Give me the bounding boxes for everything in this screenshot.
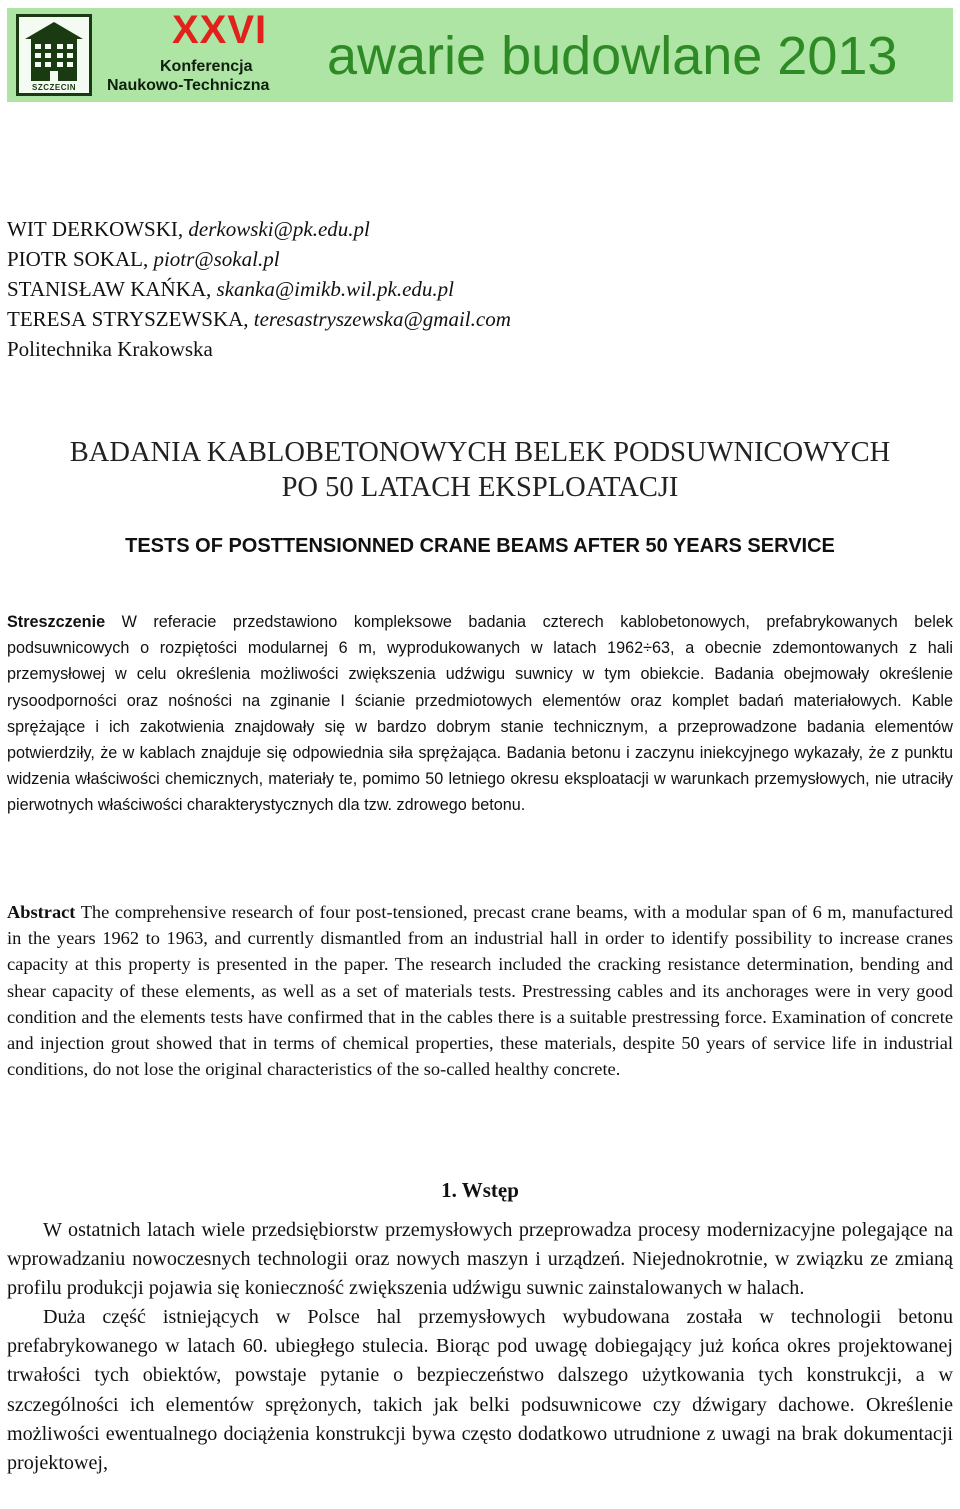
author-last-name: SOKAL — [72, 247, 143, 271]
author-last-name: KAŃKA — [130, 277, 207, 301]
author-entry: WIT DERKOWSKI, derkowski@pk.edu.pl — [7, 217, 370, 241]
author-first-name: PIOTR — [7, 247, 68, 271]
logo-city-label: SZCZECIN — [32, 83, 76, 92]
author-last-name: STRYSZEWSKA — [91, 307, 244, 331]
author-email: skanka@imikb.wil.pk.edu.pl — [216, 277, 454, 301]
conference-logo — [16, 14, 92, 96]
abstract-polish-label: Streszczenie — [7, 613, 106, 631]
abstract-english — [7, 899, 953, 1082]
conference-type-line2: Naukowo-Techniczna — [107, 77, 270, 94]
author-entry: PIOTR SOKAL, piotr@sokal.pl — [7, 247, 280, 271]
section-heading: 1. Wstęp — [441, 1178, 519, 1202]
abstract-english-label: Abstract — [7, 902, 76, 922]
author-first-name: WIT — [7, 217, 47, 241]
section-body — [7, 1216, 953, 1478]
paper-title-line: PO 50 LATACH EKSPLOATACJI — [281, 472, 679, 503]
conference-edition: XXVI — [172, 8, 268, 52]
abstract-english-text: The comprehensive research of four post-tensioned, precast crane beams, with a modular span of 6 m, manufactured in the years 1962 to 1963, and currently dismantled from an industrial hall in order to identify possibility to increase cranes capacity at this property is presented in the paper. The research included the cracking resistance determination, bending and shear capacity of these elements, as well as a set of materials tests. Prestressing cables and its anchorages were in very good condition and the elements tests have confirmed that in the cables there is a suitable prestressing force. Examination of concrete and injection grout showed that in terms of chemical properties, these materials, despite 50 years of service life in industrial conditions, do not lose the original characteristics of the so-called healthy concrete. — [7, 902, 953, 1080]
body-paragraph: Duża część istniejących w Polsce hal przemysłowych wybudowana została w technologii betonu prefabrykowanego w latach 60. ubiegłego stulecia. Biorąc pod uwagę dobiegający już końca okres projektowanej trwałości tych obiektów, powstaje pytanie o bezpieczeństwo dalszego użytkowania tych konstrukcji, a w szczególności ich elementów sprężonych, takich jak belki podsuwnicowe czy dźwigary dachowe. Określenie możliwości ewentualnego dociążenia konstrukcji bywa często dodatkowo utrudnione z uwagi na brak dokumentacji projektowej, — [7, 1306, 953, 1474]
author-entry: TERESA STRYSZEWSKA, teresastryszewska@gmail.com — [7, 307, 511, 331]
author-last-name: DERKOWSKI — [51, 217, 178, 241]
author-first-name: TERESA — [7, 307, 87, 331]
abstract-polish — [7, 609, 953, 819]
author-email: derkowski@pk.edu.pl — [188, 217, 370, 241]
conference-type-line1: Konferencja — [160, 58, 253, 75]
building-logo-icon — [21, 19, 87, 83]
conference-title: awarie budowlane 2013 — [327, 26, 898, 86]
author-block — [7, 214, 511, 364]
author-first-name: STANISŁAW — [7, 277, 125, 301]
body-paragraph: W ostatnich latach wiele przedsiębiorstw przemysłowych przeprowadza procesy modernizacyjne polegające na wprowadzaniu nowoczesnych technologii oraz nowych maszyn i urządzeń. Niejednokrotnie, w związku ze zmianą profilu produkcji pojawia się konieczność zwiększenia udźwigu suwnic zainstalowanych w halach. — [7, 1219, 953, 1300]
paper-title-polish — [0, 435, 960, 505]
affiliation: Politechnika Krakowska — [7, 337, 213, 361]
author-entry: STANISŁAW KAŃKA, skanka@imikb.wil.pk.edu.pl — [7, 277, 454, 301]
conference-banner — [7, 8, 953, 102]
abstract-polish-text: W referacie przedstawiono kompleksowe badania czterech kablobetonowych, prefabrykowanych belek podsuwnicowych o rozpiętości modularnej 6 m, wyprodukowanych w latach 1962÷63, a obecnie zdemontowanych z hali przemysłowej w celu określenia możliwości zwiększenia udźwigu suwnicy w tym obiekcie. Badania obejmowały określenie rysoodporności oraz nośności na zginanie I ścianie przedmiotowych elementów oraz komplet badań materiałowych. Kable sprężające i ich zakotwienia znajdowały się w bardzo dobrym stanie technicznym, a przeprowadzone badania elementów potwierdziły, że w kablach znajduje się odpowiednia siła sprężająca. Badania betonu i zaczynu iniekcyjnego wykazały, że z punktu widzenia właściwości chemicznych, materiały te, pomimo 50 letniego okresu eksploatacji w warunkach przemysłowych, nie utraciły pierwotnych właściwości charakterystycznych dla tzw. zdrowego betonu. — [7, 613, 953, 815]
paper-title-english: TESTS OF POSTTENSIONNED CRANE BEAMS AFTER 50 YEARS SERVICE — [125, 535, 835, 557]
paper-title-line: BADANIA KABLOBETONOWYCH BELEK PODSUWNICOWYCH — [69, 437, 891, 468]
author-email: teresastryszewska@gmail.com — [253, 307, 511, 331]
author-email: piotr@sokal.pl — [153, 247, 280, 271]
